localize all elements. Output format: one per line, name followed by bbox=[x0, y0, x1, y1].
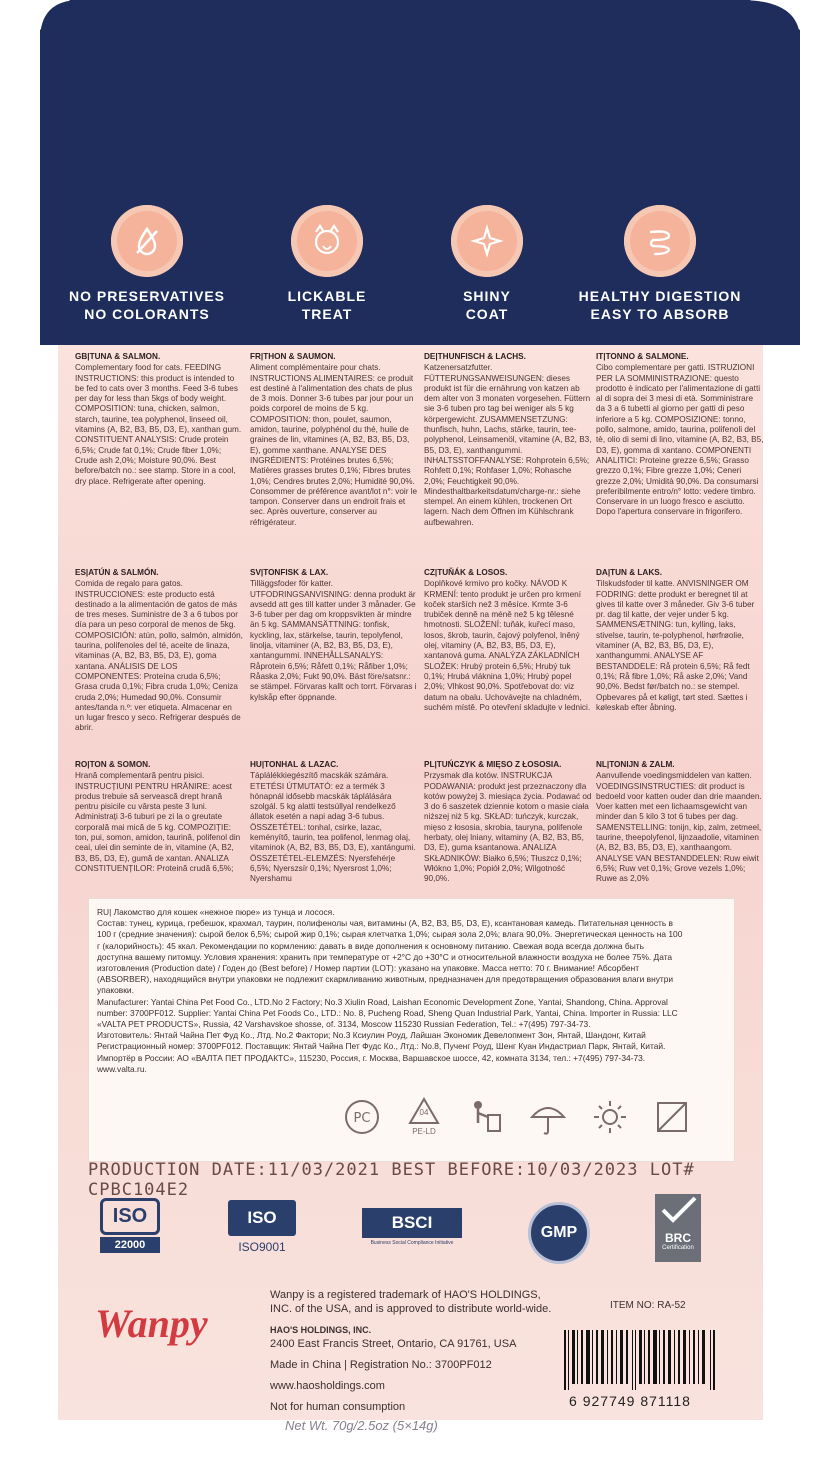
svg-text:PC: PC bbox=[353, 1111, 371, 1126]
gmp-logo: GMP bbox=[528, 1202, 590, 1264]
language-heading: ES|ATÚN & SALMÓN. bbox=[75, 568, 159, 577]
language-block-es bbox=[75, 568, 243, 734]
language-block-cz bbox=[424, 568, 592, 713]
language-heading: DA|TUN & LAKS. bbox=[596, 568, 662, 577]
sticker-line: Импортёр в России: АО «ВАЛТА ПЕТ ПРОДАКТС», 115230, Россия, г. Москва, Варшавское шоссе, 42, комната 3134, тел.: +7(495) 797-34-73. bbox=[97, 1052, 646, 1063]
made-in-china: Made in China | Registration No.: 3700PF012 bbox=[270, 1359, 492, 1371]
eac-pct-mark-icon bbox=[340, 1095, 384, 1139]
language-heading: RO|TON & SOMON. bbox=[75, 760, 151, 769]
company-address: 2400 East Francis Street, Ontario, CA 91761, USA bbox=[270, 1338, 517, 1350]
recycle-label: PE-LD bbox=[412, 1127, 436, 1136]
sticker-line: изготовления (Production date) / Годен до (Best before) / Номер партии (LOT): указано на упаковке. Масса нетто: 70 г. Внимание! Абсорбент bbox=[97, 963, 640, 974]
language-heading: DE|THUNFISCH & LACHS. bbox=[424, 352, 526, 361]
sticker-line: «VALTA PET PRODUCTS», Russia, 42 Varshavskoe shosse, of. 3134, Moscow 115230 Russian Federation, Tel.: +7(495) 797-34-73. bbox=[97, 1019, 591, 1030]
sticker-line: number: 3700PF012. Supplier: Yantai China Pet Foods Co., LTD.: No. 8, Pucheng Road, Sheng Quan Industrial Park, Yantai, China. Importer in Russia: LLC bbox=[97, 1007, 678, 1018]
brc-sub: Certification bbox=[662, 1245, 694, 1251]
keep-away-from-sun-icon bbox=[588, 1095, 632, 1139]
language-block-pl bbox=[424, 760, 592, 885]
sticker-line: 100 г (средние значения): сырой белок 6,5%; сырой жир 0,1%; сырая клетчатка 1,0%; сырая зола 2,0%; влага 90,0%. Энергетическая ценность на 100 bbox=[97, 929, 683, 940]
language-block-nl bbox=[596, 760, 764, 885]
language-block-gb bbox=[75, 352, 243, 487]
benefit-label-line1: LICKABLE bbox=[287, 288, 367, 304]
language-text: Tilläggsfoder för katter. UTFODRINGSANVISNING: denna produkt är avsedd att ges till katter under 3 månader. Ge 3-6 tuber per dag om kroppsvikten är mindre än 5 kg. SAMMANSÄTTNING: tonfisk, kyckling, lax, stärkelse, taurin, tepolyfenol, linolja, vitaminer (A, B2, B3, B5, D3, E), xantangummi. INNEHÅLLSANALYS: Råprotein 6,5%; Råfett 0,1%; Råfiber 1,0%; Råaska 2,0%; Fukt 90,0%. Bäst före/satsnr.: se stämpel. Förvaras kallt och torrt. Förvaras i kylskåp efter öppnande. bbox=[250, 579, 417, 702]
certification-logos bbox=[80, 1188, 720, 1268]
language-text: Cibo complementare per gatti. ISTRUZIONI PER LA SOMMINISTRAZIONE: questo prodotto è indicato per l'alimentazione di gatti al di sopra dei 3 mesi di età. Somministrare da 3 a 6 tubetti al giorno per gatti di peso inferiore a 5 kg. COMPOSIZIONE: tonno, pollo, salmone, amido, taurina, polifenoli del tè, olio di semi di lino, vitamine (A, B2, B3, B5, D3, E), gomma di xantano. COMPONENTI ANALITICI: Proteine grezze 6,5%; Grasso grezzo 0,1%; Fibre grezze 1,0%; Ceneri grezze 2,0%; Umidità 90,0%. Da consumarsi preferibilmente entro/n° lotto: vedere timbro. Conservare in un luogo fresco e asciutto. Dopo l'apertura conservare in frigorifero. bbox=[596, 363, 764, 517]
language-text: Aanvullende voedingsmiddelen van katten. VOEDINGSINSTRUCTIES: dit product is bedoeld voor katten ouder dan drie maanden. Voer katten met een lichaamsgewicht van minder dan 5 kilo 3 tot 6 tubes per dag. SAMENSTELLING: tonijn, kip, zalm, zetmeel, taurine, theepolyfenol, lijnzaadolie, vitaminen (A, B2, B3, B5, D3, E), xanthaangom. ANALYSE VAN BESTANDDELEN: Ruw eiwit 6,5%; Ruw vet 0,1%; Grove vezels 1,0%; Ruwe as 2,0% bbox=[596, 771, 762, 884]
benefit-label-line2: COAT bbox=[465, 306, 509, 322]
language-text: Complementary food for cats. FEEDING INSTRUCTIONS: this product is intended to be fed to cats over 3 months. Feed 3-6 tubes per day for less than 5kgs of body weight. COMPOSITION: tuna, chicken, salmon, starch, taurine, tea polyphenol, linseed oil, vitamins (A, B2, B3, B5, D3, E), xanthan gum. CONSTITUENT ANALYSIS: Crude protein 6,5%; Crude fat 0,1%; Crude fiber 1,0%; Crude ash 2,0%; Moisture 90,0%. Best before/batch no.: see stamp. Store in a cool, dry place. Refrigerate after opening. bbox=[75, 363, 242, 486]
dispose-in-bin-icon bbox=[464, 1095, 508, 1139]
language-heading: NL|TONIJN & ZALM. bbox=[596, 760, 675, 769]
benefit-label-line2: TREAT bbox=[301, 306, 353, 322]
not-for-human-consumption: Not for human consumption bbox=[270, 1401, 406, 1413]
barcode bbox=[560, 1330, 720, 1390]
sticker-text bbox=[97, 907, 727, 1075]
packaging-symbols bbox=[340, 1095, 694, 1139]
language-text: Aliment complémentaire pour chats. INSTRUCTIONS ALIMENTAIRES: ce produit est destiné à l'alimentation des chats de plus de 3 mois. Donner 3-6 tubes par jour pour un poids corporel de moins de 5 kg. COMPOSITION: thon, poulet, saumon, amidon, taurine, polyphénol du thé, huile de graines de lin, vitamines (A, B2, B3, B5, D3, E), gomme xanthane. ANALYSE DES INGRÉDIENTS: Protéines brutes 6,5%; Matières grasses brutes 0,1%; Fibres brutes 1,0%; Cendres brutes 2,0%; Humidité 90,0%. Consommer de préférence avant/lot n°: voir le tampon. Conserver dans un endroit frais et sec. Après ouverture, conserver au réfrigérateur. bbox=[250, 363, 418, 527]
keep-dry-umbrella-icon bbox=[526, 1095, 570, 1139]
benefit-label-line1: HEALTHY DIGESTION bbox=[578, 288, 742, 304]
bsci-logo bbox=[362, 1208, 462, 1248]
benefit-shiny-coat bbox=[392, 205, 582, 323]
net-weight: Net Wt. 70g/2.5oz (5×14g) bbox=[285, 1418, 438, 1433]
language-text: Doplňkové krmivo pro kočky. NÁVOD K KRMENÍ: tento produkt je určen pro krmení koček starších než 3 měsíce. Krmte 3-6 trubiček denně na méně než 5 kg tělesné hmotnosti. SLOŽENÍ: tuňák, kuřecí maso, losos, škrob, taurin, čajový polyfenol, lněný olej, vitaminy (A, B2, B3, B5, D3, E), xantanová guma. ANALÝZA ZÁKLADNÍCH SLOŽEK: Hrubý protein 6,5%; Hrubý tuk 0,1%; Hrubá vláknina 1,0%; Hrubý popel 2,0%; Vlhkost 90,0%. Spotřebovat do: viz datum na obalu. Uchovávejte na chladném, suchém místě. Po otevření skladujte v lednici. bbox=[424, 579, 591, 712]
company-website: www.haosholdings.com bbox=[270, 1380, 385, 1392]
benefit-no-preservatives bbox=[52, 205, 242, 323]
brc-logo bbox=[655, 1194, 701, 1262]
language-heading: HU|TONHAL & LAZAC. bbox=[250, 760, 339, 769]
language-block-sv bbox=[250, 568, 418, 703]
sticker-line: www.valta.ru. bbox=[97, 1063, 147, 1074]
iso-9001-label: ISO9001 bbox=[238, 1240, 286, 1254]
brc-label: BRC bbox=[665, 1231, 691, 1245]
language-heading: CZ|TUŇÁK & LOSOS. bbox=[424, 568, 508, 577]
language-heading: FR|THON & SAUMON. bbox=[250, 352, 336, 361]
sticker-line: Состав: тунец, курица, гребешок, крахмал, таурин, полифенолы чая, витамины (A, B2, B3, B5, D3, E), ксантановая камедь. Питательная ценность в bbox=[97, 918, 674, 929]
language-block-da bbox=[596, 568, 764, 713]
bsci-label: BSCI bbox=[362, 1208, 462, 1238]
drop-slash-icon bbox=[111, 205, 183, 277]
item-number: ITEM NO: RA-52 bbox=[610, 1300, 686, 1311]
iso-22000-logo bbox=[100, 1198, 160, 1262]
trademark-info bbox=[270, 1288, 560, 1421]
language-heading: SV|TONFISK & LAX. bbox=[250, 568, 329, 577]
language-text: Tilskudsfoder til katte. ANVISNINGER OM FODRING: dette produkt er beregnet til at gives til katte over 3 måneder. Giv 3-6 tuber pr. dag til katte, der vejer under 5 kg. SAMMENSÆTNING: tun, kylling, laks, stivelse, taurin, te-polyphenol, hørfrøolie, vitaminer (A, B2, B3, B5, D3, E), xanthangummi. ANALYSE AF BESTANDDELE: Rå protein 6,5%; Rå fedt 0,1%; Rå fibre 1,0%; Rå aske 2,0%; Vand 90,0%. Bedst før/batch no.: se stempel. Opbevares på et køligt, tørt sted. Sættes i køleskab efter åbning. bbox=[596, 579, 755, 712]
sticker-line: (ABSORBER), находящийся внутри упаковки не подлежит скармливанию животным, предназначен для предотвращения образования влаги внутри bbox=[97, 974, 674, 985]
language-block-fr bbox=[250, 352, 418, 528]
sticker-line: RU| Лакомство для кошек «нежное пюре» из тунца и лосося. bbox=[97, 907, 335, 917]
language-text: Przysmak dla kotów. INSTRUKCJA PODAWANIA: produkt jest przeznaczony dla kotów powyżej 3. miesiąca życia. Podawać od 3 do 6 saszetek dziennie kotom o masie ciała niższej niż 5 kg. SKŁAD: tuńczyk, kurczak, mięso z łososia, skrobia, tauryna, polifenole herbaty, olej lniany, witaminy (A, B2, B3, B5, D3, E), guma ksantanowa. ANALIZA SKŁADNIKÓW: Białko 6,5%; Tłuszcz 0,1%; Włókno 1,0%; Popiół 2,0%; Wilgotność 90,0%. bbox=[424, 771, 592, 884]
language-block-de bbox=[424, 352, 592, 528]
sticker-line: Manufacturer: Yantai China Pet Food Co., LTD.No 2 Factory; No.3 Xiulin Road, Laishan Economic Development Zone, Yantai, Shandong, China. Approval bbox=[97, 996, 668, 1007]
bsci-sub: Business Social Compliance Initiative bbox=[370, 1240, 454, 1246]
sticker-line: доступна вашему питомцу. Условия хранения: хранить при температуре от +2°C до +30°C и относительной влажности воздуха не более 75%. Дата bbox=[97, 951, 673, 962]
benefit-label-line1: NO PRESERVATIVES bbox=[68, 288, 226, 304]
language-block-ro bbox=[75, 760, 243, 874]
language-text: Katzenersatzfutter. FÜTTERUNGSANWEISUNGEN: dieses produkt ist für die ernährung von katzen ab dem alter von 3 monaten vorgesehen. Füttern sie 3-6 tuben pro tag bei weniger als 5 kg körpergewicht. ZUSAMMENSETZUNG: thunfisch, huhn, Lachs, stärke, taurin, tee-polyphenol, Leinsamenöl, vitamine (A, B2, B3, B5, D3, E), xanthangummi. INHALTSSTOFFANALYSE: Rohprotein 6,5%; Rohfett 0,1%; Rohfaser 1,0%; Rohasche 2,0%; Feuchtigkeit 90,0%. Mindesthaltbarkeitsdatum/charge-nr.: siehe stempel. An einem kühlen, trockenen Ort lagern. Nach dem Öffnen im Kühlschrank aufbewahren. bbox=[424, 363, 592, 527]
brc-check-icon bbox=[655, 1194, 701, 1228]
recycle-code: 04 bbox=[419, 1108, 429, 1117]
language-block-hu bbox=[250, 760, 418, 885]
production-date-stamp: PRODUCTION DATE:11/03/2021 BEST BEFORE:10/03/2023 LOT# CPBC104E2 bbox=[88, 1160, 695, 1200]
language-text: Táplálékkiegészítő macskák számára. ETETÉSI ÚTMUTATÓ: ez a termék 3 hónapnál idősebb macskák táplálására szolgál. 5 kg alatti testsúllyal rendelkező állatok esetén a napi adag 3-6 tubus. ÖSSZETÉTEL: tonhal, csirke, lazac, keményítő, taurin, tea polifenol, lenmag olaj, vitaminok (A, B2, B3, B5, D3, E), xantángumi. ÖSSZETÉTEL-ELEMZÉS: Nyersfehérje 6,5%; Nyerszsír 0,1%; Nyersrost 1,0%; Nyershamu bbox=[250, 771, 416, 884]
iso-22000-bottom: 22000 bbox=[100, 1237, 160, 1253]
company-name: HAO'S HOLDINGS, INC. bbox=[270, 1325, 372, 1335]
sparkle-icon bbox=[451, 205, 523, 277]
wanpy-logo: Wanpy bbox=[95, 1301, 208, 1346]
not-edible-icon bbox=[650, 1095, 694, 1139]
benefit-label-line2: NO COLORANTS bbox=[84, 306, 210, 322]
language-text: Hrană complementară pentru pisici. INSTRUCȚIUNI PENTRU HRĂNIRE: acest produs trebuie să servească drept hrană pentru pisicile cu vârsta peste 3 luni. Administrați 3-6 tuburi pe zi la o greutate corporală mai mică de 5 kg. COMPOZIȚIE: ton, pui, somon, amidon, taurină, polifenol din ceai, ulei din seminte de in, vitamine (A, B2, B3, B5, D3, E), gumă de xantan. ANALIZA CONSTITUENȚILOR: Proteină crudă 6,5%; bbox=[75, 771, 241, 873]
language-text: Comida de regalo para gatos. INSTRUCCIONES: este producto está destinado a la alimentación de gatos de más de tres meses. Suministre de 3 a 6 tubos por día para un peso corporal de menos de 5kg. COMPOSICIÓN: atún, pollo, salmón, almidón, taurina, polifenoles del té, aceite de linaza, vitaminas (A, B2, B3, B5, D3, E), goma xantana. ANÁLISIS DE LOS COMPONENTES: Proteína cruda 6,5%; Grasa cruda 0,1%; Fibra cruda 1,0%; Ceniza cruda 2,0%; Humedad 90,0%. Consumir antes/tanda n.º: ver etiqueta. Almacenar en un lugar fresco y seco. Refrigerar después de abrir. bbox=[75, 579, 243, 733]
intestine-icon bbox=[624, 205, 696, 277]
benefit-label-line1: SHINY bbox=[463, 288, 511, 304]
sticker-line: упаковки. bbox=[97, 985, 134, 996]
language-heading: IT|TONNO & SALMONE. bbox=[596, 352, 689, 361]
language-heading: PL|TUŃCZYK & MIĘSO Z ŁOSOSIA. bbox=[424, 760, 562, 769]
language-block-it bbox=[596, 352, 764, 518]
sticker-line: Регистрационный номер: 3700PF012. Поставщик: Янтай Чайна Пет Фудс Ко., Лтд.: No.8, Пученг Роуд, Шенг Куан Индастриал Парк, Янтай, Китай. bbox=[97, 1041, 666, 1052]
sticker-line: Изготовитель: Янтай Чайна Пет Фуд Ко., Лтд. No.2 Фактори; No.3 Ксиулин Роуд, Лайшан Экономик Девелопмент Зон, Янтай, Шандонг, Китай bbox=[97, 1030, 646, 1041]
benefit-healthy-digestion bbox=[565, 205, 755, 323]
language-heading: GB|TUNA & SALMON. bbox=[75, 352, 161, 361]
iso-globe-badge: ISO bbox=[228, 1200, 296, 1236]
benefit-label-line2: EASY TO ABSORB bbox=[590, 306, 730, 322]
cat-face-icon bbox=[291, 205, 363, 277]
iso-22000-top: ISO bbox=[100, 1198, 160, 1235]
sticker-line: г (калорийность): 45 ккал. Рекомендации по кормлению: давать в виде дополнения к основному питанию. Свежая вода всегда должна быть bbox=[97, 940, 644, 951]
barcode-number: 6 927749 871118 bbox=[569, 1393, 691, 1409]
recycle-pe-ld-icon bbox=[402, 1095, 446, 1139]
iso-9001-logo bbox=[228, 1200, 296, 1260]
trademark-statement: Wanpy is a registered trademark of HAO'S HOLDINGS, INC. of the USA, and is approved to distribute world-wide. bbox=[270, 1289, 552, 1315]
